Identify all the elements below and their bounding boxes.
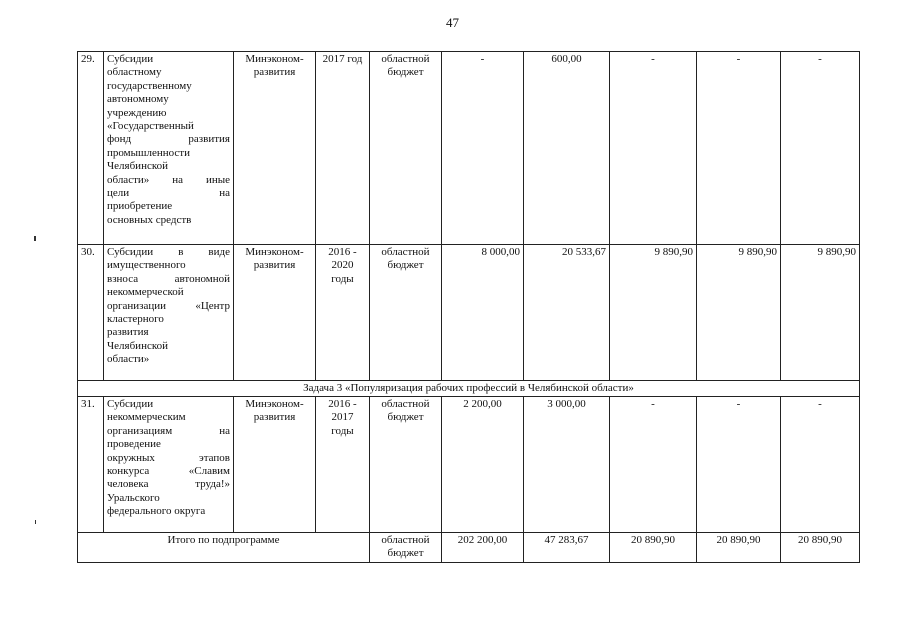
row-value-2: 3 000,00	[524, 397, 610, 533]
budget-table	[77, 51, 860, 563]
total-source: областной бюджет	[370, 533, 442, 563]
table-row	[78, 52, 860, 245]
row-value-2: 20 533,67	[524, 245, 610, 381]
task-3-header: Задача 3 «Популяризация рабочих профессий в Челябинской области»	[78, 381, 860, 397]
total-value-2: 47 283,67	[524, 533, 610, 563]
row-value-1: 8 000,00	[442, 245, 524, 381]
section-header-row	[78, 381, 860, 397]
row-period: 2016 - 2020 годы	[316, 245, 370, 381]
row-value-4: 9 890,90	[697, 245, 781, 381]
table-row	[78, 245, 860, 381]
total-value-3: 20 890,90	[610, 533, 697, 563]
row-number: 31.	[78, 397, 104, 533]
total-value-5: 20 890,90	[781, 533, 860, 563]
row-executor: Минэконом-развития	[234, 397, 316, 533]
table-row	[78, 397, 860, 533]
scan-mark	[35, 520, 36, 524]
row-period: 2016 - 2017 годы	[316, 397, 370, 533]
total-value-4: 20 890,90	[697, 533, 781, 563]
row-executor: Минэконом-развития	[234, 52, 316, 245]
row-value-1: -	[442, 52, 524, 245]
row-value-3: 9 890,90	[610, 245, 697, 381]
row-value-5: -	[781, 52, 860, 245]
row-source: областной бюджет	[370, 52, 442, 245]
row-value-2: 600,00	[524, 52, 610, 245]
page-number: 47	[446, 15, 459, 30]
total-label: Итого по подпрограмме	[78, 533, 370, 563]
row-value-1: 2 200,00	[442, 397, 524, 533]
row-value-4: -	[697, 397, 781, 533]
row-description: Субсидии в виде имущественного взноса автономной некоммерческой организации «Центр кластерного развития Челябинской области»	[104, 245, 234, 381]
row-value-5: 9 890,90	[781, 245, 860, 381]
row-source: областной бюджет	[370, 397, 442, 533]
row-description: Субсидии областному государственному автономному учреждению «Государственный фонд развития промышленности Челябинской области» на иные цели на приобретение основных средств	[104, 52, 234, 245]
row-number: 30.	[78, 245, 104, 381]
total-row	[78, 533, 860, 563]
row-value-4: -	[697, 52, 781, 245]
total-value-1: 202 200,00	[442, 533, 524, 563]
row-number: 29.	[78, 52, 104, 245]
scan-mark	[34, 236, 36, 241]
row-source: областной бюджет	[370, 245, 442, 381]
row-value-3: -	[610, 397, 697, 533]
row-executor: Минэконом-развития	[234, 245, 316, 381]
row-value-5: -	[781, 397, 860, 533]
row-value-3: -	[610, 52, 697, 245]
row-period: 2017 год	[316, 52, 370, 245]
row-description: Субсидии некоммерческим организациям на проведение окружных этапов конкурса «Славим человека труда!» Уральского федерального округа	[104, 397, 234, 533]
